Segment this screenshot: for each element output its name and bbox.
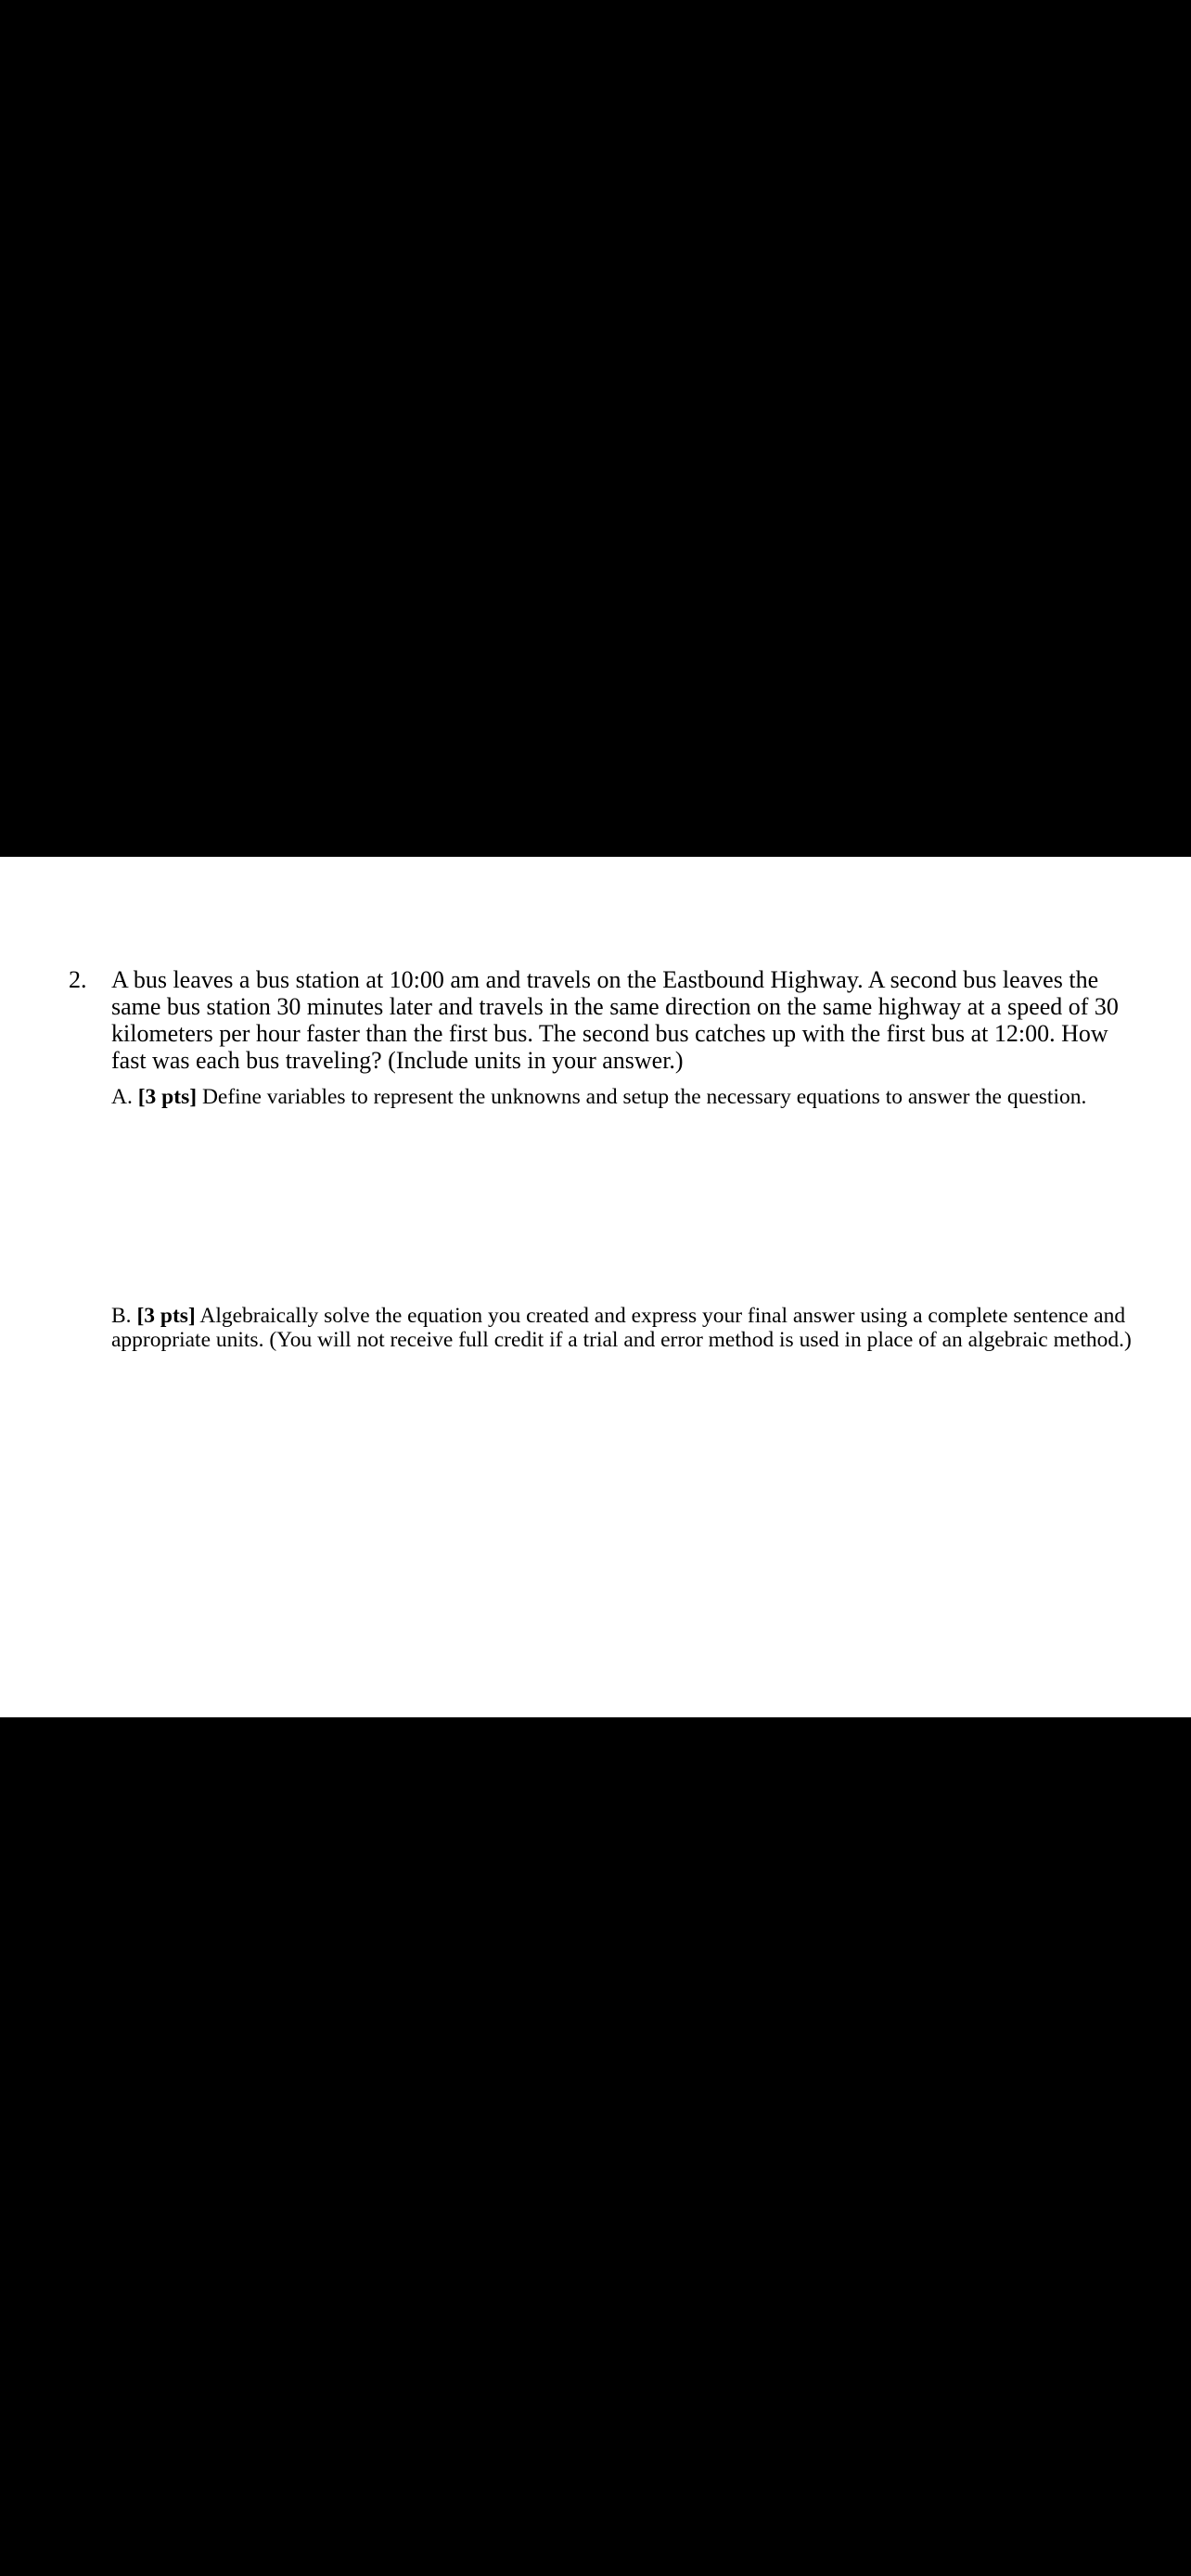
document-page: [0, 857, 1191, 1717]
part-b-text: Algebraically solve the equation you created and express your final answer using a complete sentence and appropriate units. (You will not receive full credit if a trial and error method is used in place of an algebraic method.): [111, 1304, 1132, 1352]
question-text: A bus leaves a bus station at 10:00 am and travels on the Eastbound Highway. A second bus leaves the same bus station 30 minutes later and travels in the same direction on the same highway at a speed of 30 kilometers per hour faster than the first bus. The second bus catches up with the first bus at 12:00. How fast was each bus traveling? (Include units in your answer.): [111, 966, 1119, 1074]
part-a: [111, 1085, 1132, 1109]
question-number: 2.: [69, 966, 87, 993]
question-body: [111, 966, 1132, 1109]
part-a-letter: A.: [111, 1085, 133, 1109]
part-a-points: [3 pts]: [137, 1085, 198, 1109]
part-b: [111, 1304, 1141, 1352]
part-a-text: Define variables to represent the unknowns and setup the necessary equations to answer the question.: [201, 1085, 1087, 1109]
part-b-letter: B.: [111, 1304, 132, 1328]
part-b-points: [3 pts]: [136, 1304, 196, 1328]
